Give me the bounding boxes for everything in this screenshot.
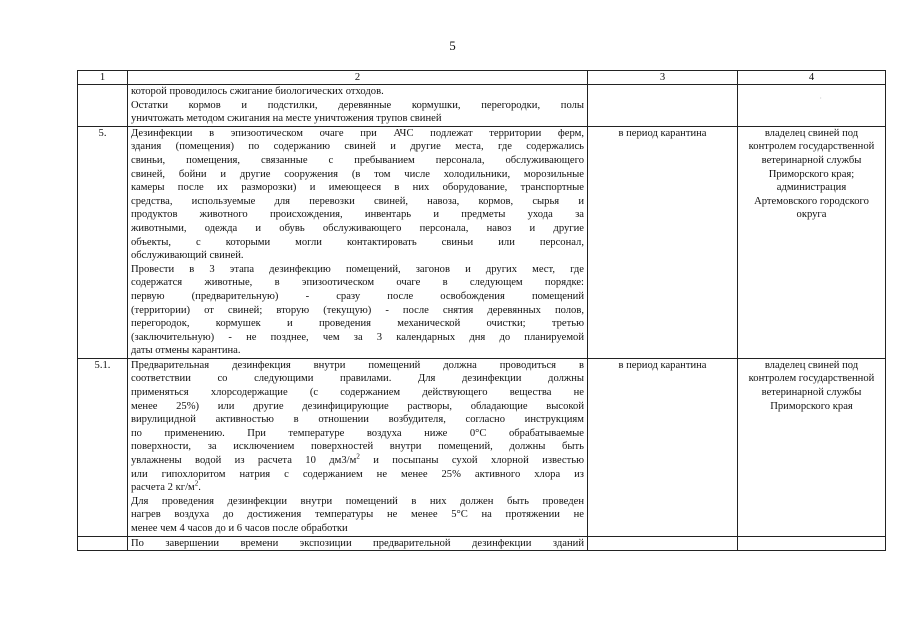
measure-text (128, 536, 588, 551)
text-line: камеры после их разморозки) и имеющееся в них оборудование, транспортные (131, 182, 584, 194)
text-line: которой проводилось сжигание биологических отходов. (131, 86, 384, 97)
text-line: содержатся животные, в эпизоотическом очаге в следующем порядке: (131, 277, 584, 289)
row-number (78, 85, 128, 127)
text-line: менее чем 4 часов до и 6 часов после обработки (131, 523, 348, 534)
text-line: объекты, с которыми могли контактировать свиньи или персонал, (131, 236, 584, 248)
text-line: или гипохлоритом натрия с содержанием не менее 25% активного хлора из (131, 468, 584, 480)
text-line: По завершении времени экспозиции предварительной дезинфекции зданий (131, 537, 584, 549)
text-line: поверхности, за исключением поверхностей внутри помещений, должны быть (131, 441, 584, 453)
responsible-line: контролем государственной (748, 373, 875, 385)
responsible-line: ветеринарной службы (761, 154, 862, 166)
text-line: животными, одежда и обувь обслуживающего персонала, навоз и другие (131, 222, 584, 234)
responsible-cell (738, 358, 886, 536)
responsible-cell (738, 85, 886, 127)
text-line: Для проведения дезинфекции внутри помещений в них должен быть проведен (131, 495, 584, 507)
text-line: даты отмены карантина. (131, 345, 241, 357)
text-line: Дезинфекции в эпизоотическом очаге при АЧС подлежат территории ферм, (131, 127, 584, 139)
text-line (131, 454, 584, 468)
text-line: соответствии со следующими правилами. Для дезинфекции должны (131, 373, 584, 385)
text-line: по применению. При температуре воздуха ниже 0°С обрабатываемые (131, 427, 584, 439)
header-col-2: 2 (128, 71, 588, 85)
responsible-line: контролем государственной (748, 141, 875, 153)
text-line (131, 481, 584, 495)
text-line: Предварительная дезинфекция внутри помещений должна проводиться в (131, 359, 584, 371)
row-number: 5.1. (78, 358, 128, 536)
period-cell: в период карантина (588, 126, 738, 358)
text-line: свиньи, помещения, связанные с пребыванием персонала, обслуживающего (131, 154, 584, 166)
header-col-4: 4 (738, 71, 886, 85)
period-cell: в период карантина (588, 358, 738, 536)
responsible-line: ветеринарной службы (761, 387, 862, 399)
text-line: вирулицидной активностью в отношении возбудителя, согласно инструкциям (131, 414, 584, 426)
text-line: Провести в 3 этапа дезинфекцию помещений, загонов и других мест, где (131, 263, 584, 275)
text-line: нагрев воздуха до достижения температуры не менее 5°С на протяжении не (131, 509, 584, 521)
responsible-line: Приморского края; (768, 168, 855, 180)
text-line: менее 25%) или другие дезинфицирующие растворы, обладающие высокой (131, 400, 584, 412)
text-line: перегородок, кормушек и проведения механической очистки; третью (131, 318, 584, 330)
text-fragment: расчета 2 кг/м (131, 482, 195, 494)
responsible-line: Артемовского городского (754, 195, 869, 207)
text-line: Остатки кормов и подстилки, деревянные кормушки, перегородки, полы (131, 99, 584, 111)
text-fragment: . (198, 482, 201, 494)
responsible-line: владелец свиней под (764, 359, 859, 371)
superscript: 2 (356, 452, 360, 461)
text-line: (заключительную) - не позднее, чем за 3 календарных дня до планируемой (131, 331, 584, 343)
text-fragment: увлажнены водой из расчета 10 дм3/м (131, 455, 357, 467)
text-line: обслуживающий свиней. (131, 250, 244, 262)
measure-text (128, 85, 588, 127)
table-header-row (78, 71, 886, 85)
page-number: 5 (449, 38, 456, 53)
responsible-line: округа (796, 209, 827, 221)
responsible-line: Приморского края (770, 400, 853, 412)
row-number (78, 536, 128, 551)
row-number: 5. (78, 126, 128, 358)
text-line: первую (предварительную) - сразу после освобождения помещений (131, 290, 584, 302)
table-row-trailing (78, 536, 886, 551)
header-col-1: 1 (78, 71, 128, 85)
responsible-line: владелец свиней под (764, 127, 859, 139)
responsible-line: администрация (776, 182, 847, 194)
text-line: уничтожать методом сжигания на месте уничтожения трупов свиней (131, 113, 442, 125)
header-col-3: 3 (588, 71, 738, 85)
text-line: средства, используемые для перевозки свиней, навоза, кормов, сырья и (131, 195, 584, 207)
measure-text (128, 126, 588, 358)
table-row-5-1 (78, 358, 886, 536)
responsible-cell (738, 126, 886, 358)
superscript: 2 (194, 479, 199, 488)
measures-table (77, 70, 886, 551)
text-line: (территории) от свиней; вторую (текущую) - после снятия деревянных полов, (131, 304, 584, 316)
period-cell (588, 536, 738, 551)
table-row-continuation (78, 85, 886, 127)
table-row-5 (78, 126, 886, 358)
responsible-cell (738, 536, 886, 551)
text-fragment: и посыпаны сухой хлорной известью (359, 455, 584, 467)
text-line: свиней, бойни и другие сооружения (в том числе холодильники, морозильные (131, 168, 584, 180)
text-line: применяться хлорсодержащие (с содержанием действующего вещества не (131, 387, 584, 399)
scan-dot: · (819, 94, 822, 103)
measure-text (128, 358, 588, 536)
period-cell (588, 85, 738, 127)
text-line: продуктов животного происхождения, инвентарь и предметы ухода за (131, 209, 584, 221)
text-line: здания (помещения) по содержанию свиней и другие места, где содержались (131, 141, 584, 153)
